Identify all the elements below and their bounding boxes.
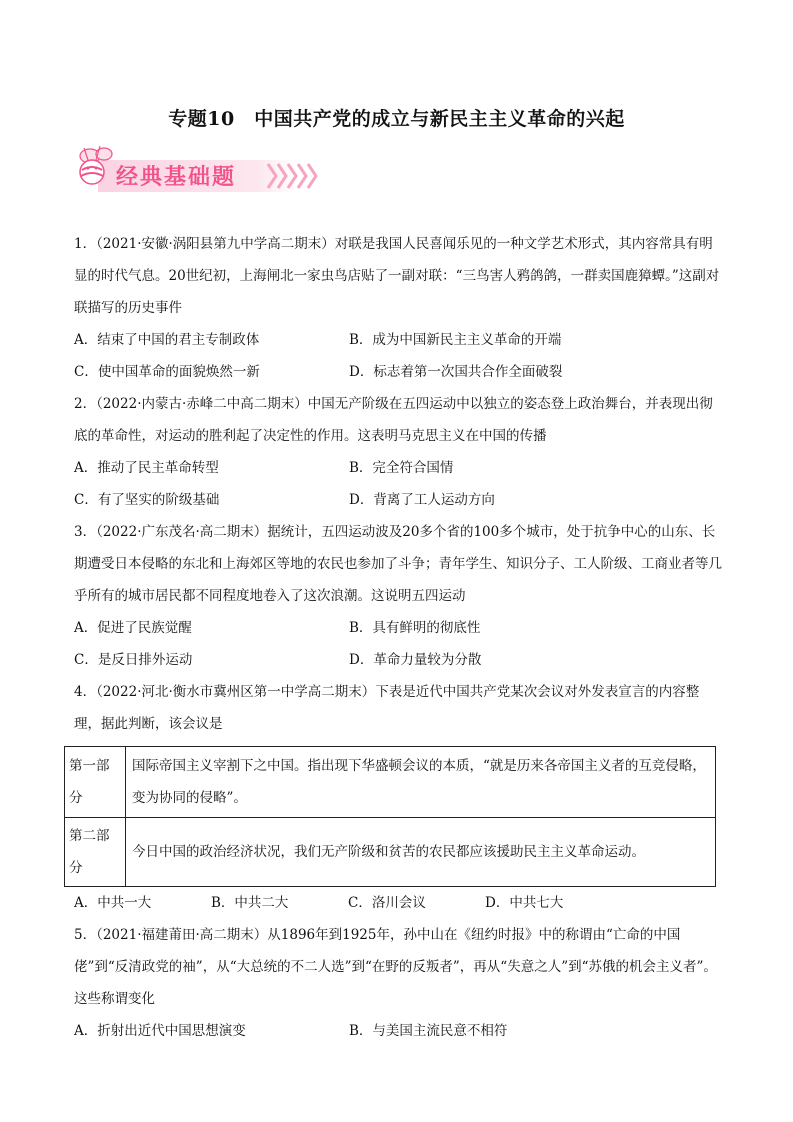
option-list xyxy=(74,612,724,676)
option-c[interactable]: C．洛川会议 xyxy=(348,895,426,911)
option-b[interactable]: B．完全符合国情 xyxy=(349,460,454,476)
option-b[interactable]: B．具有鲜明的彻底性 xyxy=(349,620,481,636)
question-1 xyxy=(74,228,724,388)
option-a[interactable]: A．促进了民族觉醒 xyxy=(74,620,192,636)
meeting-content-table xyxy=(64,746,716,887)
question-list xyxy=(69,228,724,1047)
option-list xyxy=(74,887,724,919)
option-a[interactable]: A．推动了民主革命转型 xyxy=(74,460,219,476)
question-2 xyxy=(74,388,724,516)
option-b[interactable]: B．与美国主流民意不相符 xyxy=(349,1023,508,1039)
question-stem: 3．（2022·广东茂名·高二期末）据统计，五四运动波及20多个省的100多个城市，处于抗争中心的山东、长期遭受日本侵略的东北和上海郊区等地的农民也参加了斗争；青年学生、知识分子、工人阶级、工商业者等几乎所有的城市居民都不同程度地卷入了这次浪潮。这说明五四运动 xyxy=(74,524,722,604)
option-d[interactable]: D．革命力量较为分散 xyxy=(349,652,482,668)
banner-label: 经典基础题 xyxy=(116,165,237,190)
option-list xyxy=(74,324,724,388)
page-title: 专题10 中国共产党的成立与新民主主义革命的兴起 xyxy=(168,108,625,130)
option-list xyxy=(74,452,724,516)
option-b[interactable]: B．成为中国新民主主义革命的开端 xyxy=(349,332,562,348)
option-d[interactable]: D．标志着第一次国共合作全面破裂 xyxy=(349,364,563,380)
table-row-header: 第一部分 xyxy=(65,747,126,818)
option-a[interactable]: A．中共一大 xyxy=(74,895,152,911)
table-row xyxy=(65,818,716,887)
question-4 xyxy=(69,676,724,919)
option-d[interactable]: D．背离了工人运动方向 xyxy=(349,492,495,508)
table-row-header: 第二部分 xyxy=(65,818,126,887)
option-c[interactable]: C．有了坚实的阶级基础 xyxy=(74,492,220,508)
option-list xyxy=(74,1015,724,1047)
option-b[interactable]: B．中共二大 xyxy=(211,895,289,911)
table-row xyxy=(65,747,716,818)
question-stem: 4．（2022·河北·衡水市冀州区第一中学高二期末）下表是近代中国共产党某次会议对外发表宣言的内容整理，据此判断，该会议是 xyxy=(74,684,700,732)
table-cell: 今日中国的政治经济状况，我们无产阶级和贫苦的农民都应该援助民主主义革命运动。 xyxy=(126,818,716,887)
question-3 xyxy=(74,516,724,676)
question-stem: 1．（2021·安徽·涡阳县第九中学高二期末）对联是我国人民喜闻乐见的一种文学艺术形式，其内容常具有明显的时代气息。20世纪初，上海闸北一家虫鸟店贴了一副对联：“三鸟害人鸦鸽鸽，一群卖国鹿獐蟫。”这副对联描写的历史事件 xyxy=(74,236,720,316)
question-stem: 5．（2021·福建莆田·高二期末）从1896年到1925年，孙中山在《纽约时报》中的称谓由“亡命的中国佬”到“反清政党的袖”，从“大总统的不二人选”到“在野的反叛者”，再从“失意之人”到“苏俄的机会主义者”。这些称谓变化 xyxy=(74,927,717,1007)
table-cell: 国际帝国主义宰割下之中国。指出现下华盛顿会议的本质，“就是历来各帝国主义者的互竞侵略，变为协同的侵略”。 xyxy=(126,747,716,818)
question-5 xyxy=(74,919,724,1047)
option-c[interactable]: C．使中国革命的面貌焕然一新 xyxy=(74,364,260,380)
option-a[interactable]: A．折射出近代中国思想演变 xyxy=(74,1023,246,1039)
option-a[interactable]: A．结束了中国的君主专制政体 xyxy=(74,332,260,348)
option-d[interactable]: D．中共七大 xyxy=(485,895,564,911)
section-banner xyxy=(68,142,328,194)
option-c[interactable]: C．是反日排外运动 xyxy=(74,652,193,668)
question-stem: 2．（2022·内蒙古·赤峰二中高二期末）中国无产阶级在五四运动中以独立的姿态登上政治舞台，并表现出彻底的革命性，对运动的胜利起了决定性的作用。这表明马克思主义在中国的传播 xyxy=(74,396,713,444)
